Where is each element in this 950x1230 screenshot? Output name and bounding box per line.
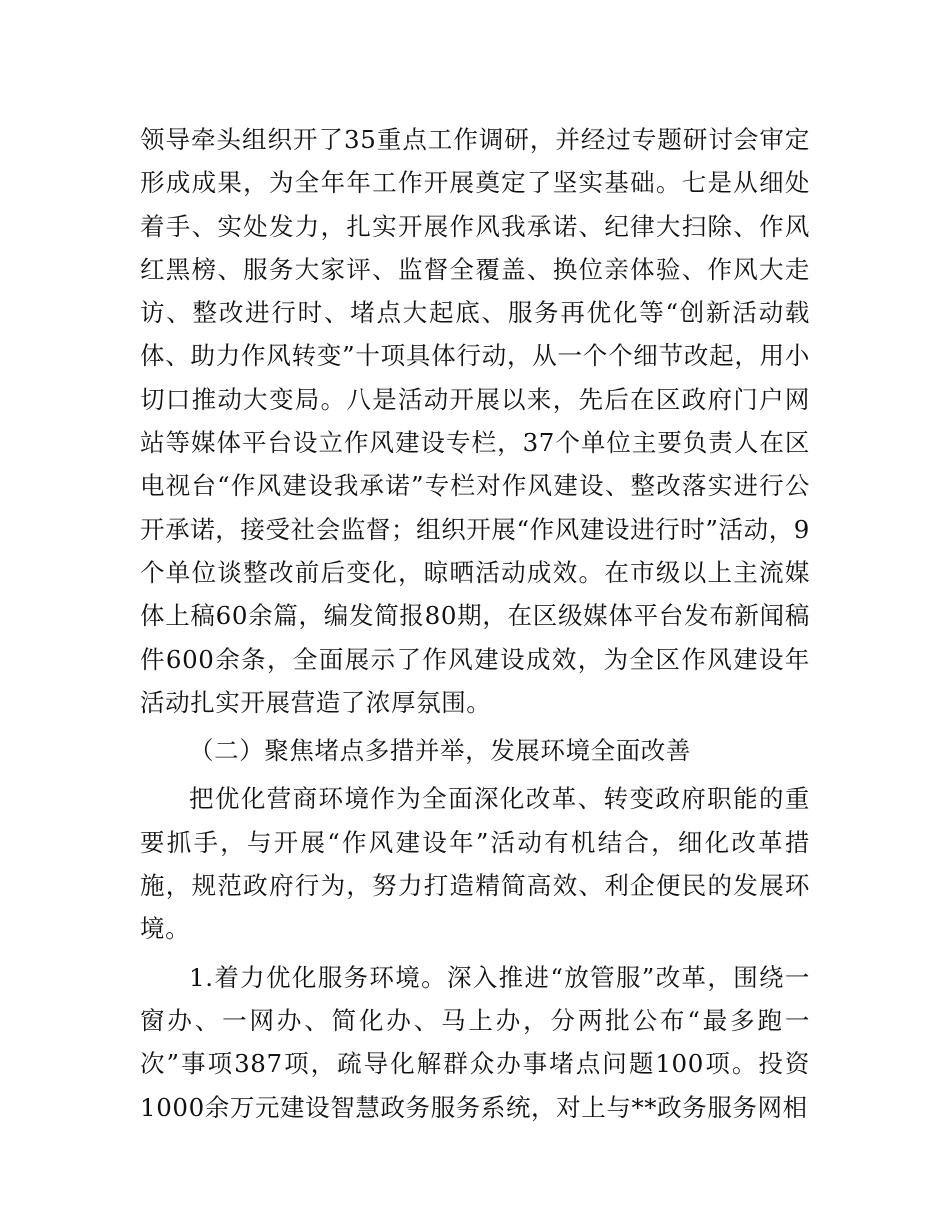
section-heading: （二）聚焦堵点多措并举，发展环境全面改善 — [189, 736, 691, 766]
body-paragraph: 把优化营商环境作为全面深化改革、转变政府职能的重要抓手，与开展“作风建设年”活动有机结合，细化改革措施，规范政府行为，努力打造精简高效、利企便民的发展环境。 — [140, 784, 810, 944]
document-page — [140, 118, 810, 1129]
body-paragraph: 领导牵头组织开了35重点工作调研，并经过专题研讨会审定形成成果，为全年年工作开展奠定了坚实基础。七是从细处着手、实处发力，扎实开展作风我承诺、纪律大扫除、作风红黑榜、服务大家评、监督全覆盖、换位亲体验、作风大走访、整改进行时、堵点大起底、服务再优化等“创新活动载体、助力作风转变”十项具体行动，从一个个细节改起，用小切口推动大变局。八是活动开展以来，先后在区政府门户网站等媒体平台设立作风建设专栏，37个单位主要负责人在区电视台“作风建设我承诺”专栏对作风建设、整改落实进行公开承诺，接受社会监督；组织开展“作风建设进行时”活动，9个单位谈整改前后变化，晾晒活动成效。在市级以上主流媒体上稿60余篇，编发简报80期，在区级媒体平台发布新闻稿件600余条，全面展示了作风建设成效，为全区作风建设年活动扎实开展营造了浓厚氛围。 — [140, 125, 810, 717]
body-paragraph: 1.着力优化服务环境。深入推进“放管服”改革，围绕一窗办、一网办、简化办、马上办，分两批公布“最多跑一次”事项387项，疏导化解群众办事堵点问题100项。投资1000余万元建设智慧政务服务系统，对上与**政务服务网相 — [140, 962, 810, 1122]
